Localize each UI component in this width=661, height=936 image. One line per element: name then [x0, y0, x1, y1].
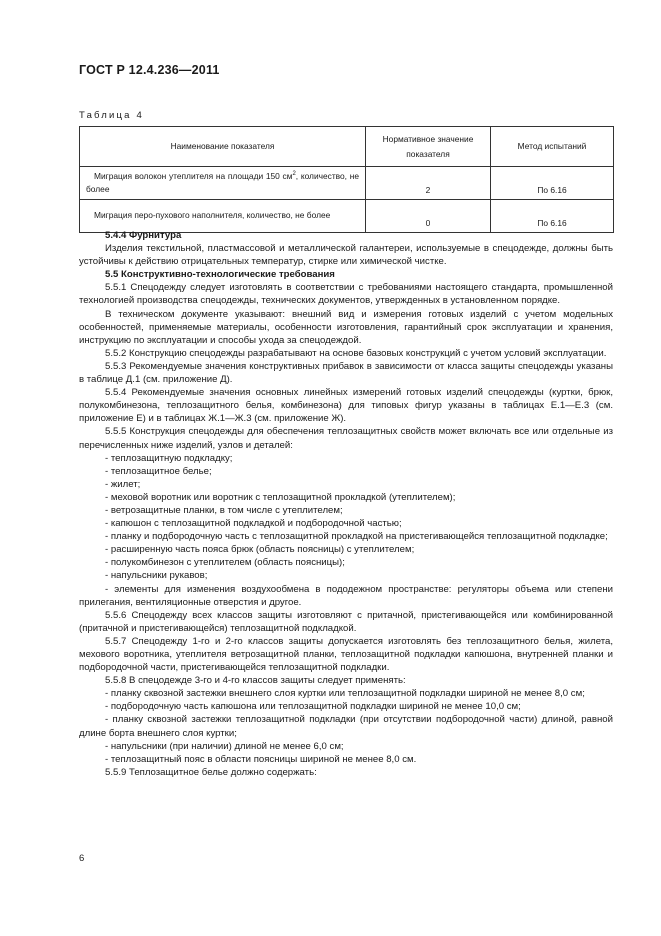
- list-item: - меховой воротник или воротник с теплозащитной прокладкой (утеплителем);: [105, 491, 456, 503]
- list-item: - теплозащитное белье;: [105, 465, 212, 477]
- table-cell-value: 2: [366, 167, 491, 200]
- list-item: - подбородочную часть капюшона или теплозащитной подкладки шириной не менее 10,0 см;: [105, 701, 521, 713]
- table-caption: Таблица 4: [79, 110, 144, 121]
- list-item: - планку сквозной застежки внешнего слоя куртки или теплозащитной подкладки шириной не менее 8,0 см;: [105, 688, 585, 700]
- table-row: [80, 200, 614, 233]
- paragraph: 5.5.6 Спецодежду всех классов защиты изготовляют с притачной, пристегивающейся или комбинированной (притачной и пристегивающейся) теплозащитной подкладкой.: [79, 609, 613, 634]
- table-cell-name: Миграция перо-пухового наполнителя, количество, не более: [80, 200, 366, 233]
- paragraph: 5.5.4 Рекомендуемые значения основных линейных измерений готовых изделий спецодежды (куртки, брюк, полукомбинезона, теплозащитного белья, комбинезона) для типовых фигур указаны в таблицах Е.1—Е.3 (см. приложение Е) и в таблицах Ж.1—Ж.3 (см. приложение Ж).: [79, 387, 613, 425]
- list-item: - жилет;: [105, 478, 141, 490]
- column-header: Наименование показателя: [80, 127, 366, 167]
- table-row: [80, 167, 614, 200]
- column-header: Нормативное значение показателя: [366, 127, 491, 167]
- paragraph: 5.5.2 Конструкцию спецодежды разрабатывают на основе базовых конструкций с учетом условий эксплуатации.: [105, 347, 607, 359]
- column-header: Метод испытаний: [491, 127, 614, 167]
- list-item: - ветрозащитные планки, в том числе с утеплителем;: [105, 504, 343, 516]
- paragraph: 5.5.9 Теплозащитное белье должно содержать:: [105, 766, 317, 778]
- paragraph: 5.5.3 Рекомендуемые значения конструктивных прибавок в зависимости от класса защиты спецодежды указаны в таблице Д.1 (см. приложение Д).: [79, 360, 613, 386]
- paragraph: Изделия текстильной, пластмассовой и металлической галантереи, используемые в спецодежде, должны быть устойчивы к действию отрицательных температур, стирке или химической чистке.: [79, 243, 613, 268]
- section-heading: 5.4.4 Фурнитура: [105, 230, 182, 241]
- paragraph: В техническом документе указывают: внешний вид и измерения готовых изделий с учетом модельных особенностей, применяемые материалы, особенности изготовления, гарантийный срок эксплуатации и хранения, инструкцию по эксплуатации и способы ухода за спецодеждой.: [79, 308, 613, 346]
- requirements-table: [79, 126, 614, 233]
- list-item: - теплозащитную подкладку;: [105, 452, 233, 464]
- list-item: - элементы для изменения воздухообмена в пододежном пространстве: регуляторы объема или степени прилегания, вентиляционные отверстия и другое.: [79, 583, 613, 608]
- section-heading: 5.5 Конструктивно-технологические требования: [105, 269, 335, 281]
- cell-superscript: 2: [292, 170, 296, 177]
- list-item: - расширенную часть пояса брюк (область поясницы) с утеплителем;: [105, 544, 415, 556]
- list-item: - полукомбинезон с утеплителем (область поясницы);: [105, 557, 345, 569]
- list-item: - напульсники (при наличии) длиной не менее 6,0 см;: [105, 740, 344, 752]
- cell-text: Миграция волокон утеплителя на площади 150 см: [94, 170, 293, 181]
- table-cell-method: По 6.16: [491, 200, 614, 233]
- list-item: - капюшон с теплозащитной подкладкой и подбородочной частью;: [105, 518, 402, 530]
- body-text: [79, 229, 613, 779]
- paragraph: 5.5.5 Конструкция спецодежды для обеспечения теплозащитных свойств может включать все или отдельные из перечисленных ниже изделий, узлов и деталей:: [79, 426, 613, 451]
- list-item: - напульсники рукавов;: [105, 570, 208, 582]
- document-header: ГОСТ Р 12.4.236—2011: [79, 63, 220, 77]
- page-number: 6: [79, 853, 85, 864]
- cell-text-tail: , количество, не более: [86, 170, 359, 194]
- paragraph: 5.5.8 В спецодежде 3-го и 4-го классов защиты следует применять:: [105, 675, 406, 687]
- table-cell-value: 0: [366, 200, 491, 233]
- list-item: - планку и подбородочную часть с теплозащитной прокладкой на пристегивающейся теплозащитной подкладке;: [105, 531, 608, 543]
- list-item: - теплозащитный пояс в области поясницы шириной не менее 8,0 см.: [105, 753, 417, 765]
- table-cell-name: [80, 167, 366, 200]
- table-cell-method: По 6.16: [491, 167, 614, 200]
- table-header-row: [80, 127, 614, 167]
- list-item: - планку сквозной застежки теплозащитной подкладки (при отсутствии подбородочной части) длиной, равной длине борта внешнего слоя куртки;: [79, 714, 613, 739]
- paragraph: 5.5.1 Спецодежду следует изготовлять в соответствии с требованиями настоящего стандарта, промышленной технологией производства спецодежды, технических документов, утвержденных в установленном порядке.: [79, 282, 613, 307]
- paragraph: 5.5.7 Спецодежду 1-го и 2-го классов защиты допускается изготовлять без теплозащитного белья, жилета, мехового воротника, утеплителя ветрозащитной планки, теплозащитной подкладки капюшона, внутренней планки и подбородочной части, пристегивающейся теплозащитной подкладки.: [79, 635, 613, 674]
